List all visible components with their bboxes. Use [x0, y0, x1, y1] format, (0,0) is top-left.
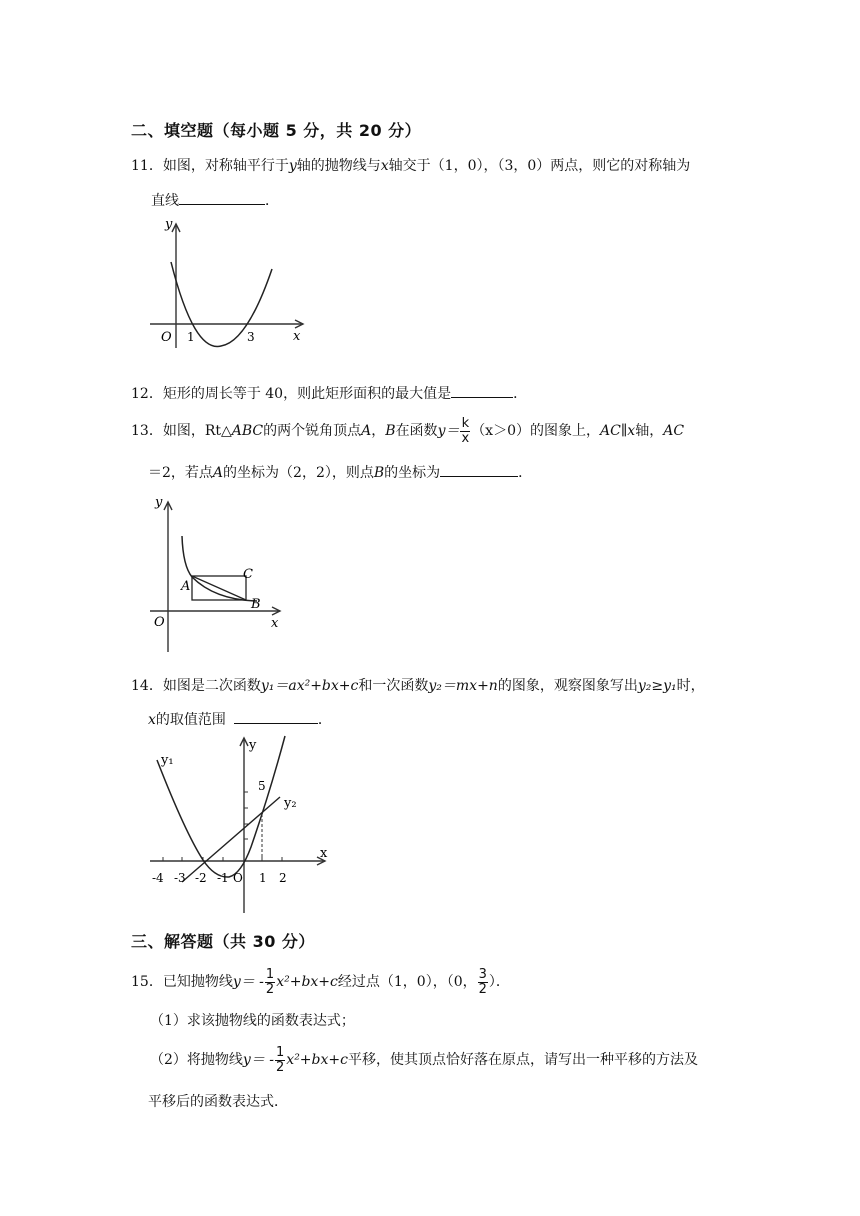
- q11-tick-1: 1: [187, 330, 195, 344]
- q14-parabola-y1: [157, 736, 285, 877]
- q13-answer-blank[interactable]: [440, 462, 518, 477]
- q11-number: 11．: [131, 158, 163, 174]
- q13-line2: ＝2，若点A的坐标为（2，2），则点B的坐标为 ．: [148, 462, 532, 483]
- q14-figure: [145, 732, 340, 917]
- q14-tick-minus3: -3: [174, 871, 186, 885]
- q13-line1: 13．如图，Rt△ABC的两个锐角顶点A，B在函数y＝ $\frac{k}{x}$ （x＞0）的图象上，AC∥x轴，AC: [131, 415, 685, 446]
- q14-y-label: y: [249, 738, 257, 753]
- q14-tick-minus2: -2: [195, 871, 207, 885]
- q14-number: 14．: [131, 678, 163, 694]
- q13-number: 13．: [131, 423, 163, 439]
- q12-number: 12．: [131, 386, 163, 402]
- q11-line2: 直线 ．: [151, 190, 279, 211]
- q15-fraction-three-halves: $\frac{3}{2}$: [478, 966, 487, 997]
- q11-figure: [145, 210, 315, 355]
- q14-line2: x的取值范围 ．: [148, 709, 332, 730]
- q14-y1-label: y₁: [161, 753, 174, 768]
- q14-line1: 14．如图是二次函数y₁＝ax²+bx+c和一次函数y₂＝mx+n的图象，观察图象写出y₂≥y₁时，: [131, 678, 705, 694]
- q14-y2-label: y₂: [284, 796, 297, 811]
- q15-part1: （1）求该抛物线的函数表达式；: [150, 1013, 355, 1029]
- q15-part2-line1: （2）将抛物线y＝ - $\frac{1}{2}$ x²+bx+c平移，使其顶点恰好落在原点，请写出一种平移的方法及: [150, 1044, 698, 1075]
- q13-x-label: x: [271, 616, 279, 631]
- q15-fraction-one-half: $\frac{1}{2}$: [265, 966, 275, 997]
- q11-answer-blank[interactable]: [179, 190, 265, 205]
- q13-fraction-k-over-x: $\frac{k}{x}$: [461, 415, 470, 446]
- q11-y-label: y: [165, 217, 173, 232]
- q13-point-a-label: A: [181, 579, 191, 594]
- section-3-title: 三、解答题（共 30 分）: [131, 932, 315, 951]
- q14-x-label: x: [320, 846, 328, 861]
- q13-point-c-label: C: [243, 567, 253, 582]
- q14-origin-label: O: [233, 871, 243, 885]
- q11-line1: 11．如图，对称轴平行于y轴的抛物线与x轴交于（1，0），（3，0）两点，则它的对称轴为: [131, 158, 691, 174]
- q15-part2-line2: 平移后的函数表达式．: [148, 1094, 288, 1110]
- q11-origin-label: O: [161, 330, 172, 345]
- q13-hypotenuse-ab: [192, 576, 246, 600]
- q14-tick-y5: 5: [258, 779, 266, 793]
- q14-answer-blank[interactable]: [234, 709, 318, 724]
- q12-line: 12．矩形的周长等于 40，则此矩形面积的最大值是 ．: [131, 383, 527, 404]
- q11-x-label: x: [293, 329, 301, 344]
- q14-tick-2: 2: [279, 871, 287, 885]
- q14-line-y2: [182, 797, 280, 882]
- q15-number: 15．: [131, 974, 163, 990]
- q15-line1: 15．已知抛物线y＝ - $\frac{1}{2}$ x²+bx+c经过点（1，0），（0， $\frac{3}{2}$ ）．: [131, 965, 510, 999]
- q13-figure: [145, 490, 295, 660]
- q13-point-b-label: B: [251, 597, 261, 612]
- q13-origin-label: O: [154, 615, 165, 630]
- q14-tick-minus4: -4: [152, 871, 164, 885]
- q11-tick-3: 3: [247, 330, 255, 344]
- q14-tick-1: 1: [259, 871, 267, 885]
- q14-tick-minus1: -1: [217, 871, 229, 885]
- section-2-title: 二、填空题（每小题 5 分，共 20 分）: [131, 121, 422, 140]
- q15-part2-fraction-one-half: $\frac{1}{2}$: [276, 1044, 285, 1075]
- q13-y-label: y: [155, 495, 163, 510]
- q12-answer-blank[interactable]: [451, 383, 513, 398]
